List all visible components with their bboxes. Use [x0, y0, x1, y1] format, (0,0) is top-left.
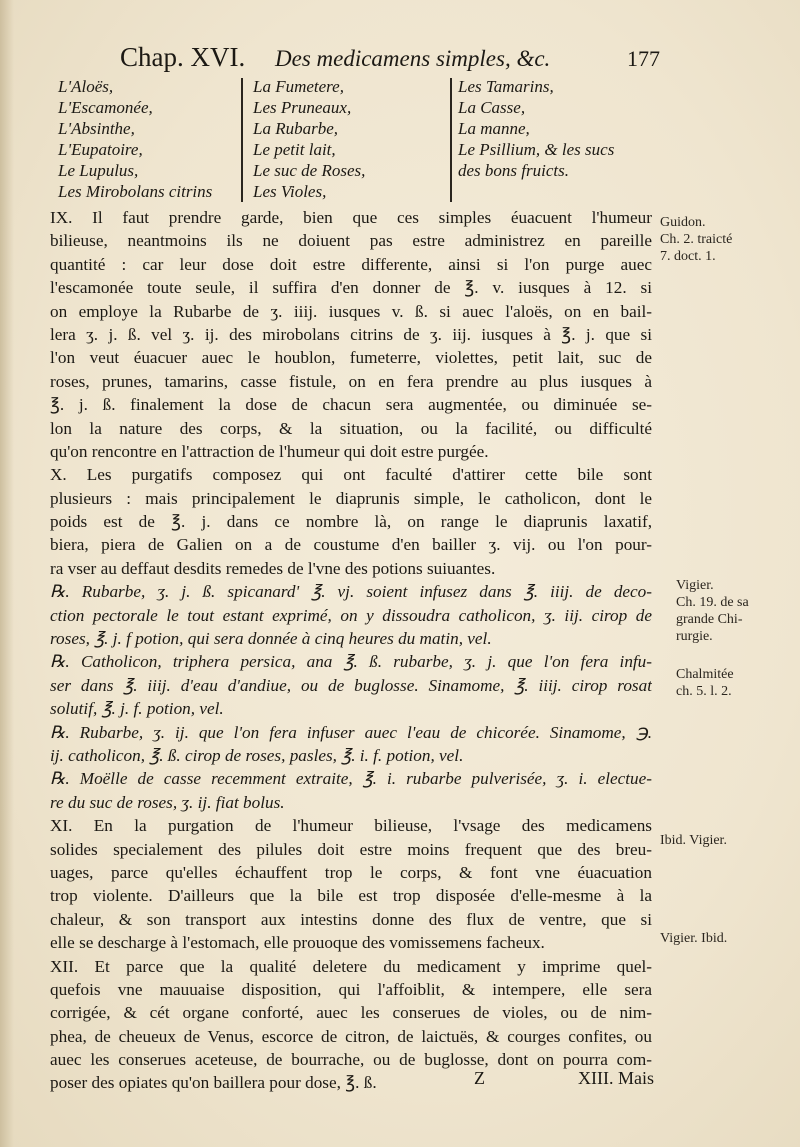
text-line: IX. Il faut prendre garde, bien que ces simples éuacuent l'humeur — [50, 208, 652, 227]
margin-line: grande Chi- — [676, 612, 743, 627]
text-line: roses, ℥. j. f potion, qui sera donnée à cinq heures du matin, vel. — [50, 629, 492, 649]
simples-list — [58, 76, 668, 204]
margin-line: ch. 5. l. 2. — [676, 684, 732, 699]
chapter-heading: Chap. XVI. — [120, 42, 246, 72]
list-item: Les Mirobolans citrins — [58, 182, 213, 201]
signature-mark: Z — [474, 1068, 485, 1088]
simples-column-2 — [253, 76, 443, 202]
text-line: l'escamonée toute seule, il suffira d'en donner de ℥. v. iusques à 12. si — [50, 278, 652, 298]
text-line: qu'on rencontre en l'attraction de l'humeur qui doit estre purgée. — [50, 441, 489, 461]
list-item: La Casse, — [458, 98, 526, 117]
list-item: des bons fruicts. — [458, 161, 569, 180]
margin-note-vigier — [676, 577, 800, 645]
body-text — [50, 206, 652, 1095]
page-footer — [0, 1068, 800, 1098]
running-title: Des medicamens simples, &c. — [275, 46, 551, 71]
text-line: ction pectorale le tout estant exprimé, on y dissoudra catholicon, ʒ. iij. cirop de — [50, 605, 652, 625]
simples-column-3 — [458, 76, 678, 181]
text-line: elle se descharge à l'estomach, elle prouoque des vomissemens facheux. — [50, 933, 545, 953]
margin-line: Chalmitée — [676, 667, 734, 682]
margin-line: 7. doct. 1. — [660, 249, 716, 264]
column-divider — [241, 78, 243, 202]
margin-note-vigier-ibid — [660, 930, 790, 947]
margin-line: Vigier. Ibid. — [660, 931, 728, 946]
text-line: XII. Et parce que la qualité deletere du medicament y imprime quel- — [50, 956, 652, 976]
text-line: ℥. j. ß. finalement la dose de chacun sera augmentée, ou diminuée se- — [50, 395, 652, 415]
margin-line: Vigier. — [676, 578, 714, 593]
list-item: L'Aloës, — [58, 77, 114, 96]
text-line: trop violente. D'ailleurs que la bile est trop disposée d'elle-mesme à la — [50, 886, 652, 906]
column-divider — [450, 78, 452, 202]
list-item: L'Eupatoire, — [58, 140, 143, 159]
list-item: L'Escamonée, — [58, 98, 153, 117]
text-line: poser des opiates qu'on baillera pour dose, ℥. ß. — [50, 1073, 377, 1093]
text-line: ℞. Rubarbe, ʒ. j. ß. spicanard' ℥. vj. soient infusez dans ℥. iiij. de deco- — [50, 582, 652, 602]
catchword: XIII. Mais — [578, 1068, 654, 1088]
text-line: ser dans ℥. iiij. d'eau d'andiue, ou de buglosse. Sinamome, ℥. iiij. cirop rosat — [50, 675, 652, 695]
text-line: quefois vne mauuaise disposition, qui l'affoiblit, & intempere, elle sera — [50, 979, 652, 999]
margin-line: Ibid. Vigier. — [660, 833, 727, 848]
margin-note-ibid-vigier — [660, 832, 790, 849]
text-line: X. Les purgatifs composez qui ont faculté d'attirer cette bile sont — [50, 465, 652, 485]
list-item: Le suc de Roses, — [253, 161, 366, 180]
page-number: 177 — [627, 46, 660, 71]
text-line: l'on veut éuacuer auec le houblon, fumeterre, violettes, petit lait, suc de — [50, 348, 652, 368]
text-line: re du suc de roses, ʒ. ij. fiat bolus. — [50, 792, 285, 812]
text-line: solides specialement des pilules doit estre moins frequent que des breu- — [50, 839, 652, 859]
text-line: bilieuse, neantmoins ils ne doiuent pas estre administrez en pareille — [50, 231, 652, 251]
list-item: La Fumetere, — [253, 77, 344, 96]
list-item: L'Absinthe, — [58, 119, 135, 138]
text-line: ℞. Rubarbe, ʒ. ij. que l'on fera infuser auec l'eau de chicorée. Sinamome, ℈. — [50, 722, 652, 742]
text-line: on employe la Rubarbe de ʒ. iiij. iusques v. ß. si auec l'aloës, on en bail- — [50, 301, 652, 321]
text-line: uages, parce qu'elles échauffent trop le corps, & font vne éuacuation — [50, 862, 652, 882]
text-line: corrigée, & cét organe conforté, auec les conserues de violes, ou de nim- — [50, 1003, 652, 1023]
text-line: XI. En la purgation de l'humeur bilieuse, l'vsage des medicamens — [50, 816, 652, 836]
margin-line: Ch. 2. traicté — [660, 232, 733, 247]
text-line: lon la nature des corps, & la situation, ou la facilité, ou difficulté — [50, 418, 652, 438]
simples-column-1 — [58, 76, 238, 202]
list-item: La Rubarbe, — [253, 119, 338, 138]
text-line: biera, piera de Galien on a de coustume d'en bailler ʒ. vij. ou l'on pour- — [50, 535, 652, 555]
margin-note-guidon — [660, 214, 790, 265]
list-item: La manne, — [458, 119, 530, 138]
text-line: quantité : car leur dose doit estre differente, ainsi si l'on purge auec — [50, 254, 652, 274]
text-line: chaleur, & son transport aux intestins donne des flux de ventre, que si — [50, 909, 652, 929]
margin-note-chalmitee — [676, 666, 800, 700]
list-item: Le Psillium, & les sucs — [458, 140, 615, 159]
text-line: roses, prunes, tamarins, casse fistule, on en fera prendre au plus iusques à — [50, 371, 652, 391]
list-item: Les Tamarins, — [458, 77, 554, 96]
margin-line: Guidon. — [660, 215, 706, 230]
text-line: plusieurs : mais principalement le diaprunis simple, le catholicon, dont le — [50, 488, 652, 508]
page-edge-shadow — [0, 0, 14, 1147]
margin-line: rurgie. — [676, 629, 713, 644]
text-line: solutif, ℥. j. f. potion, vel. — [50, 699, 224, 719]
text-line: lera ʒ. j. ß. vel ʒ. ij. des mirobolans citrins de ʒ. iij. iusques à ℥. j. que si — [50, 324, 652, 344]
text-line: auec les conserues aceteuse, de bourrache, ou de buglosse, dont on pourra com- — [50, 1050, 652, 1070]
text-line: ra vser au deffaut desdits remedes de l'vne des potions suiuantes. — [50, 558, 496, 578]
running-header — [120, 38, 660, 78]
text-line: phea, de cheueux de Venus, escorce de citron, de laictuës, & courges confites, ou — [50, 1026, 652, 1046]
list-item: Les Violes, — [253, 182, 327, 201]
list-item: Le Lupulus, — [58, 161, 139, 180]
text-line: ℞. Catholicon, triphera persica, ana ℥. ß. rubarbe, ʒ. j. que l'on fera infu- — [50, 652, 652, 672]
margin-line: Ch. 19. de sa — [676, 595, 749, 610]
list-item: Les Pruneaux, — [253, 98, 352, 117]
text-line: ij. catholicon, ℥. ß. cirop de roses, pasles, ℥. i. f. potion, vel. — [50, 745, 464, 765]
text-line: ℞. Moëlle de casse recemment extraite, ℥. i. rubarbe pulverisée, ʒ. i. electue- — [50, 769, 652, 789]
text-line: poids est de ℥. j. dans ce nombre là, on range le diaprunis laxatif, — [50, 512, 652, 532]
list-item: Le petit lait, — [253, 140, 336, 159]
